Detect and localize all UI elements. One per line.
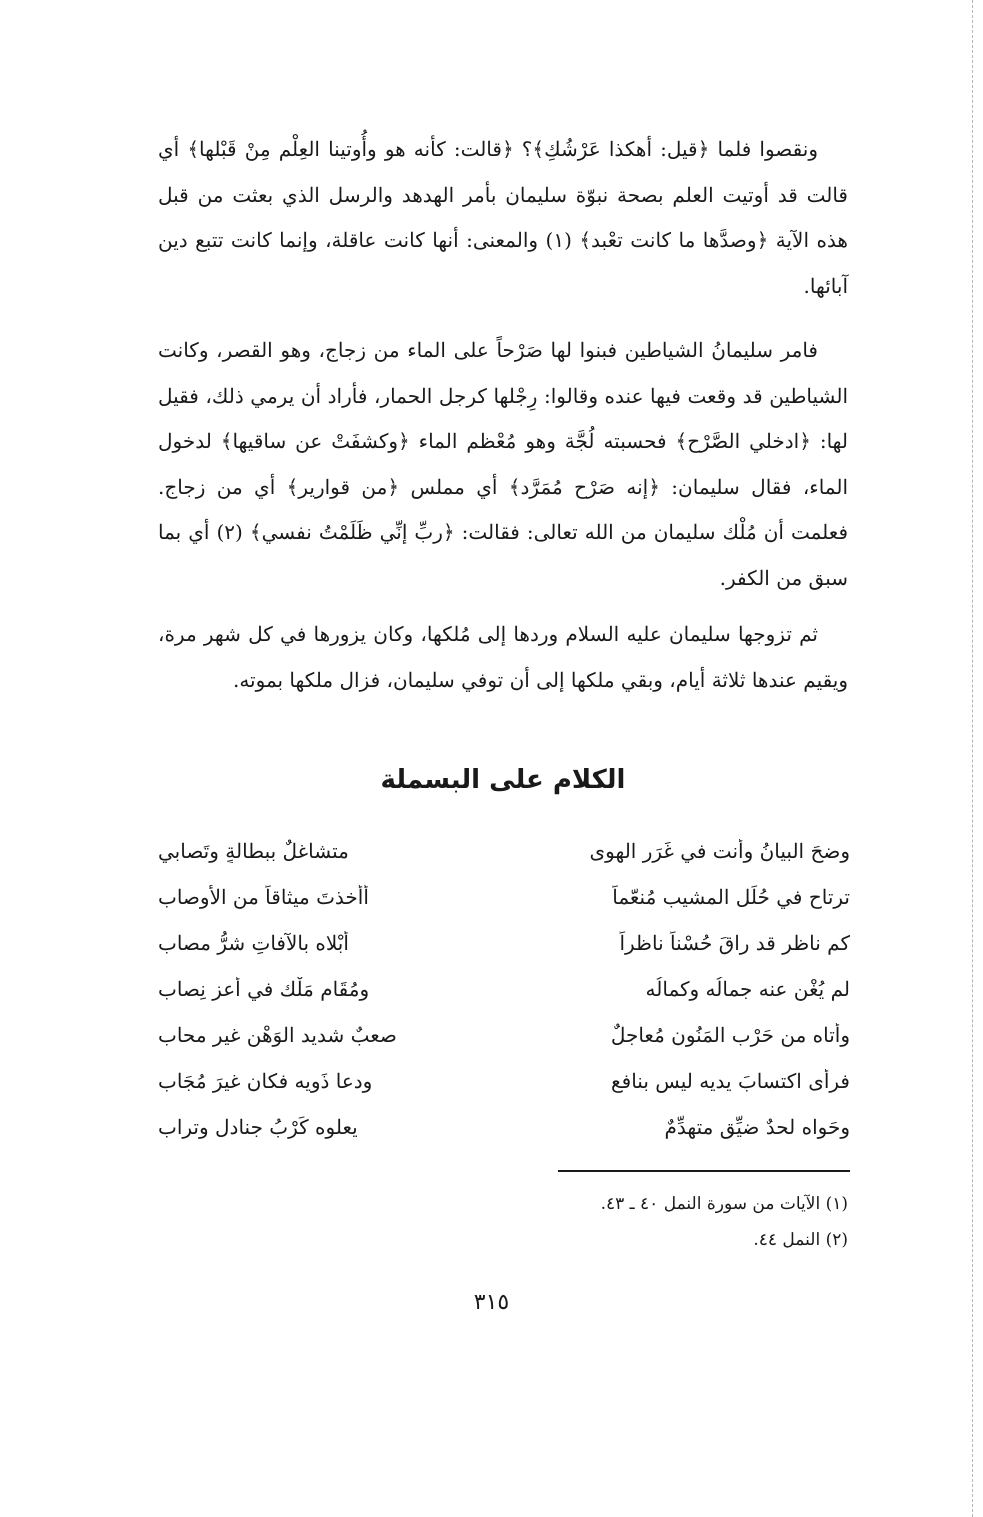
verse-second-hemistich: ومُقَام مَلْك في أعز نِصاب — [158, 977, 370, 1001]
paragraph-text: ونقصوا فلما ﴿قيل: أهكذا عَرْشُكِ﴾؟ ﴿قالت: كأنه هو وأُوتينا العِلْم مِنْ قَبْلها﴾ أي قالت قد أوتيت العلم بصحة نبوّة سليمان بأمر الهدهد والرسل الذي بعثت من قبل هذه الآية ﴿وصدَّها ما كانت تعْبد﴾ (١) والمعنى: أنها كانت عاقلة، وإنما كانت تتبع دين آبائها. — [158, 137, 848, 298]
paragraph-text: فامر سليمانُ الشياطين فبنوا لها صَرْحاً على الماء من زجاج، وهو القصر، وكانت الشياطين قد وقعت فيها عنده وقالوا: رِجْلها كرجل الحمار، فأراد أن يرمي ذلك، فقيل لها: ﴿ادخلي الصَّرْح﴾ فحسبته لُجَّة وهو مُعْظم الماء ﴿وكشفَتْ عن ساقيها﴾ لدخول الماء، فقال سليمان: ﴿إنه صَرْح مُمَرَّد﴾ أي مملس ﴿من قوارير﴾ أي من زجاج. فعلمت أن مُلْك سليمان من الله تعالى: فقالت: ﴿ربِّ إنِّي ظَلَمْتُ نفسي﴾ (٢) أي بما سبق من الكفر. — [158, 338, 849, 590]
footnote-2: (٢) النمل ٤٤. — [753, 1230, 848, 1250]
footnotes — [158, 1186, 848, 1258]
footnote-1: (١) الآيات من سورة النمل ٤٠ ـ ٤٣. — [600, 1194, 848, 1214]
poem-verse — [158, 1012, 850, 1058]
poem-verse — [158, 828, 850, 874]
verse-second-hemistich: أأخذتَ ميثاقاً من الأوصاب — [158, 885, 369, 909]
body-paragraph-1 — [158, 127, 848, 309]
poem-verse — [158, 1058, 850, 1104]
poem-verse — [158, 1104, 850, 1150]
verse-first-hemistich: وحَواه لحدٌ ضيِّق متهدِّمٌ — [664, 1115, 850, 1139]
verse-first-hemistich: وأتاه من حَرْب المَنُون مُعاجلٌ — [610, 1023, 850, 1047]
verse-first-hemistich: لم يُغْن عنه جمالُه وكمالُه — [645, 977, 850, 1001]
verse-second-hemistich: أبْلاه بالآفاتِ شرُّ مصاب — [158, 931, 349, 955]
page-number: ٣١٥ — [473, 1290, 510, 1315]
verse-second-hemistich: ودعا ذَويه فكان غيرَ مُجَاب — [158, 1069, 373, 1093]
poem-verse — [158, 874, 850, 920]
verse-first-hemistich: وضحَ البيانُ وأنت في غَرَر الهوى — [589, 839, 850, 863]
verse-first-hemistich: ترتاح في حُلَل المشيب مُنعّماً — [612, 885, 850, 909]
footnote-separator — [558, 1170, 850, 1172]
poem-verse — [158, 966, 850, 1012]
verse-second-hemistich: صعبٌ شديد الوَهْن غير محاب — [158, 1023, 397, 1047]
paragraph-text: ثم تزوجها سليمان عليه السلام وردها إلى مُلكها، وكان يزورها في كل شهر مرة، ويقيم عندها ثلاثة أيام، وبقي ملكها إلى أن توفي سليمان، فزال ملكها بموته. — [158, 622, 848, 692]
poem-verse — [158, 920, 850, 966]
body-paragraph-3 — [158, 612, 848, 703]
verse-first-hemistich: كم ناظرٍ قد راقَ حُسْناً ناظراً — [619, 931, 850, 955]
poem — [158, 828, 850, 1150]
verse-first-hemistich: فرأى اكتسابَ يديه ليس بنافعٍ — [611, 1069, 850, 1093]
verse-second-hemistich: يعلوه كَرْبُ جنادل وتراب — [158, 1115, 358, 1139]
section-heading: الكلام على البسملة — [380, 765, 626, 795]
verse-second-hemistich: متشاغلٌ ببطالةٍ وتَصابي — [158, 839, 349, 863]
body-paragraph-2 — [158, 328, 848, 601]
